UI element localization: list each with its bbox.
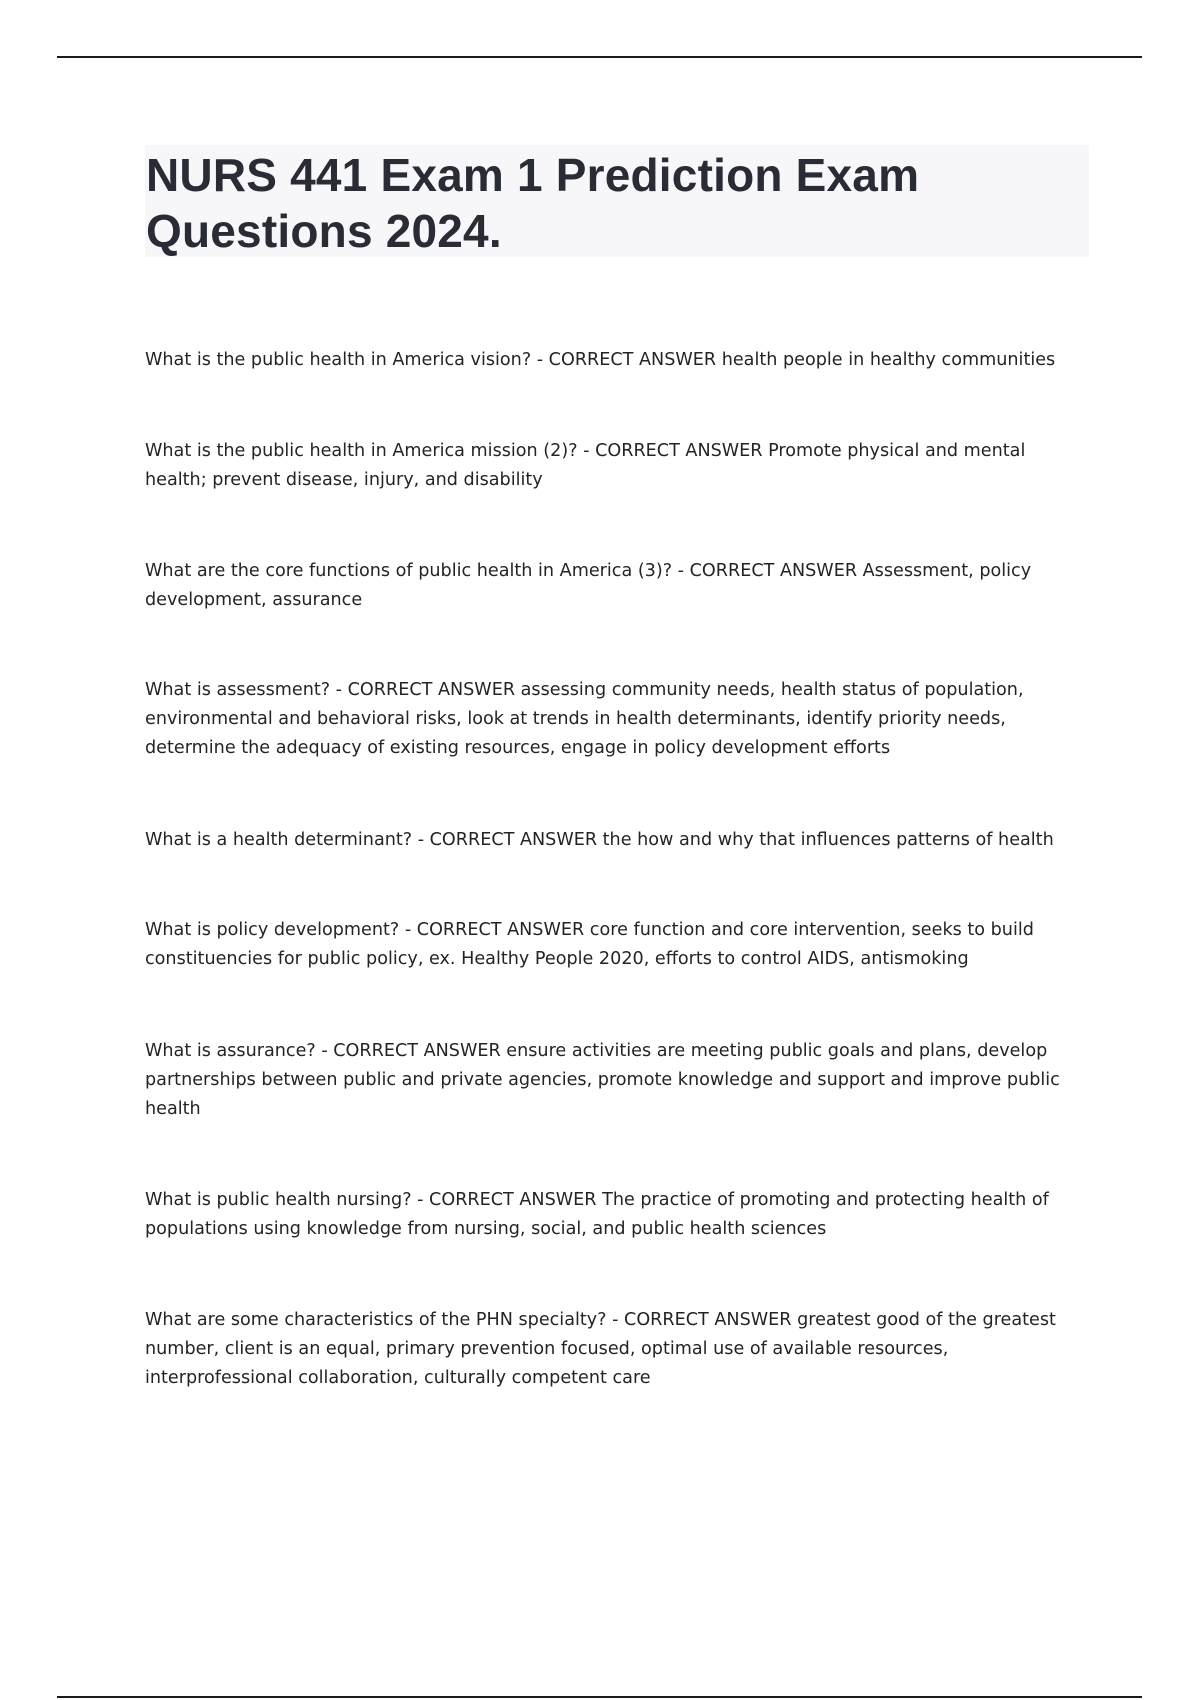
qa-item-assessment: What is assessment? - CORRECT ANSWER assessing community needs, health status of population, environmental and behavioral risks, look at trends in health determinants, identify priority needs, determine the adequacy of existing resources, engage in policy development efforts [145,680,1024,758]
qa-item-core-functions: What are the core functions of public health in America (3)? - CORRECT ANSWER Assessment, policy development, assurance [145,561,1032,610]
qa-item-assurance: What is assurance? - CORRECT ANSWER ensure activities are meeting public goals and plans, develop partnerships between public and private agencies, promote knowledge and support and improve public health [145,1041,1060,1119]
qa-item-health-determinant: What is a health determinant? - CORRECT ANSWER the how and why that influences patterns of health [145,830,1054,850]
bottom-rule [57,1696,1142,1698]
qa-item-mission: What is the public health in America mission (2)? - CORRECT ANSWER Promote physical and mental health; prevent disease, injury, and disability [145,441,1026,490]
qa-item-public-health-nursing: What is public health nursing? - CORRECT ANSWER The practice of promoting and protecting health of populations using knowledge from nursing, social, and public health sciences [145,1190,1049,1239]
document-title: NURS 441 Exam 1 Prediction Exam Questions 2024. [146,149,920,257]
title-box [145,145,1089,257]
qa-item-phn-characteristics: What are some characteristics of the PHN specialty? - CORRECT ANSWER greatest good of the greatest number, client is an equal, primary prevention focused, optimal use of available resources, interprofessional collaboration, culturally competent care [145,1310,1056,1388]
qa-item-policy-development: What is policy development? - CORRECT ANSWER core function and core intervention, seeks to build constituencies for public policy, ex. Healthy People 2020, efforts to control AIDS, antismoking [145,920,1034,969]
top-rule [57,56,1142,58]
qa-item-vision: What is the public health in America vision? - CORRECT ANSWER health people in healthy communities [145,350,1056,370]
